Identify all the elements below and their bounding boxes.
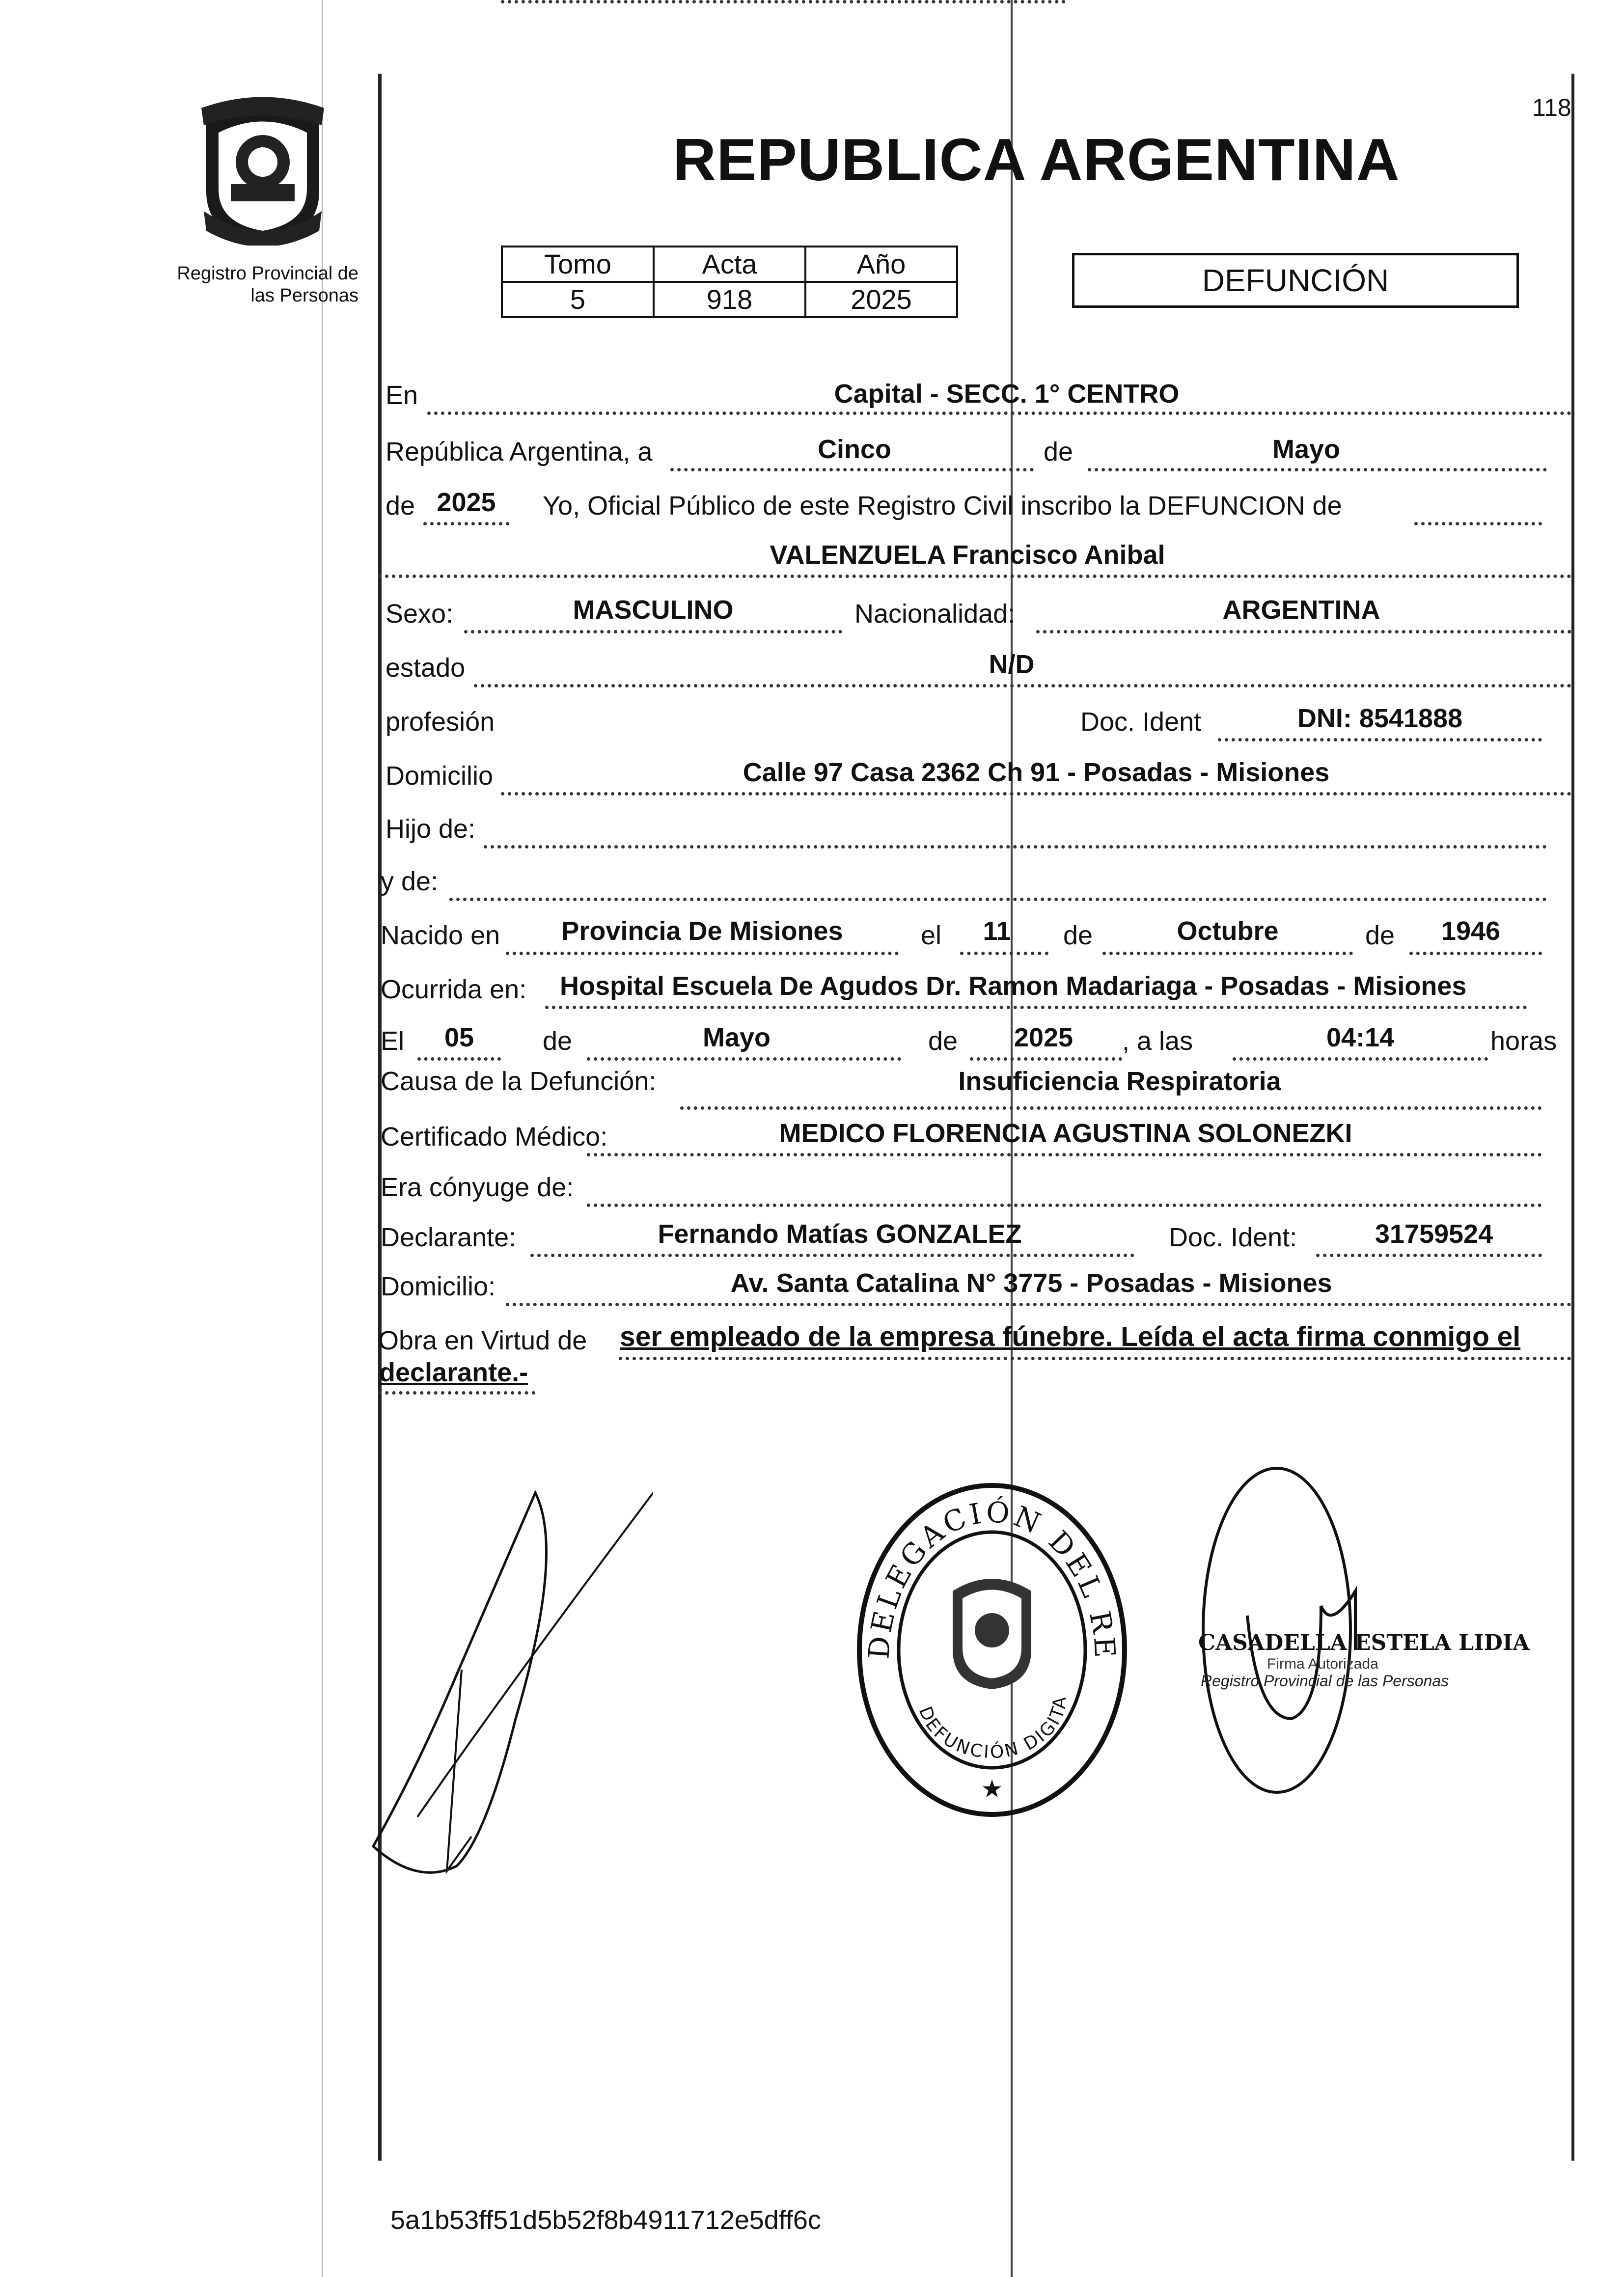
signature-stamp-line3: Registro Provincial de las Personas (1201, 1672, 1449, 1690)
right-margin-line (1571, 74, 1574, 2161)
de-label-5: de (543, 1026, 573, 1056)
declarante-label: Declarante: (381, 1223, 517, 1252)
estado-label: estado (385, 653, 466, 683)
death-day-dots (417, 1057, 501, 1061)
decl-doc-value: 31759524 (1375, 1219, 1493, 1249)
obra-label: Obra en Virtud de (378, 1326, 587, 1355)
conyuge-dots (587, 1204, 1542, 1207)
birth-year-value: 1946 (1441, 916, 1501, 946)
signature-stamp-line2: Firma Autorizada (1267, 1656, 1378, 1672)
profesion-label: profesión (385, 707, 495, 737)
record-type-box: DEFUNCIÓN (1072, 253, 1519, 308)
death-time-value: 04:14 (1326, 1023, 1395, 1052)
conyuge-label: Era cónyuge de: (381, 1173, 574, 1202)
doc-ident-label: Doc. Ident (1080, 707, 1202, 737)
estado-dots (474, 684, 1571, 687)
certificado-dots (587, 1153, 1542, 1156)
binding-line (322, 0, 323, 2277)
decl-domicilio-dots (506, 1303, 1571, 1306)
officer-signature (1174, 1444, 1449, 1797)
oficial-dots (1414, 522, 1542, 525)
de-label-2: de (385, 491, 415, 521)
day-dots (670, 468, 1034, 471)
birth-month-dots (1102, 952, 1353, 955)
decl-domicilio-label: Domicilio: (381, 1272, 496, 1301)
signature-stamp-line1: CASADELLA ESTELA LIDIA (1198, 1630, 1530, 1655)
province-seal-icon (196, 88, 329, 246)
document-hash: 5a1b53ff51d5b52f8b4911712e5dff6c (390, 2205, 821, 2235)
a-las-label: , a las (1122, 1026, 1193, 1056)
obra-dots-1 (619, 1357, 1571, 1360)
nacionalidad-dots (1036, 630, 1571, 633)
record-table (501, 246, 958, 318)
causa-dots (680, 1106, 1542, 1110)
month-dots (1088, 468, 1547, 471)
estado-value: N/D (989, 650, 1035, 679)
deceased-name-value: VALENZUELA Francisco Anibal (770, 540, 1165, 570)
domicilio-dots (501, 792, 1571, 796)
nacionalidad-label: Nacionalidad: (854, 599, 1016, 629)
official-seal-stamp (845, 1454, 1139, 1817)
death-year-dots (970, 1057, 1122, 1061)
horas-label: horas (1490, 1026, 1557, 1056)
nacido-dots (506, 952, 899, 955)
doc-ident-value: DNI: 8541888 (1297, 704, 1463, 733)
death-month-dots (587, 1057, 901, 1061)
sexo-value: MASCULINO (573, 595, 734, 625)
birth-day-value: 11 (983, 916, 1011, 946)
registry-label-line2: las Personas (250, 285, 358, 306)
el2-label: El (381, 1026, 405, 1056)
causa-label: Causa de la Defunción: (381, 1067, 657, 1096)
nacido-en-value: Provincia De Misiones (561, 916, 843, 946)
certificado-label: Certificado Médico: (381, 1122, 608, 1152)
birth-year-dots (1409, 952, 1542, 955)
declarante-value: Fernando Matías GONZALEZ (658, 1219, 1022, 1249)
value-tomo: 5 (502, 282, 654, 317)
birth-day-dots (960, 952, 1048, 955)
el-label: el (921, 921, 942, 950)
certificado-value: MEDICO FLORENCIA AGUSTINA SOLONEZKI (779, 1119, 1352, 1148)
ocurrida-en-value: Hospital Escuela De Agudos Dr. Ramon Madariaga - Posadas - Misiones (560, 971, 1467, 1001)
page-title: REPUBLICA ARGENTINA (673, 126, 1400, 193)
place-value: Capital - SECC. 1° CENTRO (834, 379, 1180, 409)
decl-doc-label: Doc. Ident: (1169, 1223, 1297, 1252)
year-dots (423, 522, 509, 525)
declarante-dots (530, 1254, 1134, 1257)
nacido-label: Nacido en (381, 921, 500, 950)
sexo-label: Sexo: (385, 599, 454, 629)
domicilio-label: Domicilio (385, 761, 494, 791)
death-day-value: 05 (444, 1023, 474, 1052)
declarant-signature (358, 1463, 653, 1905)
decl-domicilio-value: Av. Santa Catalina N° 3775 - Posadas - Misiones (730, 1268, 1332, 1298)
obra-dots-2 (378, 1391, 535, 1395)
de-label-6: de (928, 1026, 958, 1056)
header-ano: Año (805, 247, 957, 282)
sexo-dots (464, 630, 842, 633)
hijo-label: Hijo de: (385, 814, 476, 844)
month-value: Mayo (1272, 435, 1341, 464)
obra-text-line1: ser empleado de la empresa fúnebre. Leída el acta firma conmigo el (620, 1321, 1521, 1352)
y-de-dots (449, 898, 1547, 901)
seal-outer-text: DELEGACIÓN DEL RE (862, 1495, 1122, 1662)
year-value: 2025 (437, 488, 496, 517)
hijo-dots (484, 845, 1547, 849)
seal-inner-text: DEFUNCIÓN DIGITA (914, 1694, 1071, 1763)
causa-value: Insuficiencia Respiratoria (958, 1067, 1281, 1096)
decl-doc-dots (1316, 1254, 1542, 1257)
y-de-label: y de: (381, 867, 439, 896)
oficial-text: Yo, Oficial Público de este Registro Civil inscribo la DEFUNCION de (543, 491, 1342, 521)
death-month-value: Mayo (702, 1023, 771, 1052)
de-label-1: de (1044, 437, 1073, 466)
death-time-dots (1233, 1057, 1488, 1061)
registry-label-line1: Registro Provincial de (177, 263, 358, 284)
page-number: 118 (1532, 94, 1571, 121)
name-dots (378, 575, 1571, 578)
nacionalidad-value: ARGENTINA (1222, 595, 1380, 625)
birth-month-value: Octubre (1177, 916, 1279, 946)
republica-label: República Argentina, a (385, 437, 653, 466)
ocurrida-label: Ocurrida en: (381, 975, 527, 1004)
profesion-dots (501, 0, 1066, 3)
day-word-value: Cinco (817, 435, 891, 464)
en-dots (427, 412, 1571, 415)
obra-text-line2: declarante.- (379, 1358, 528, 1387)
de-label-4: de (1365, 921, 1395, 950)
value-acta: 918 (654, 282, 805, 317)
svg-text:★: ★ (981, 1775, 1003, 1803)
province-logo (196, 88, 329, 246)
de-label-3: de (1063, 921, 1093, 950)
ocurrida-dots (545, 1006, 1527, 1009)
header-acta: Acta (654, 247, 805, 282)
doc-ident-dots (1218, 738, 1542, 741)
death-year-value: 2025 (1014, 1023, 1073, 1052)
value-ano: 2025 (805, 282, 957, 317)
domicilio-value: Calle 97 Casa 2362 Ch 91 - Posadas - Misiones (743, 758, 1330, 787)
header-tomo: Tomo (502, 247, 654, 282)
en-label: En (385, 381, 418, 410)
